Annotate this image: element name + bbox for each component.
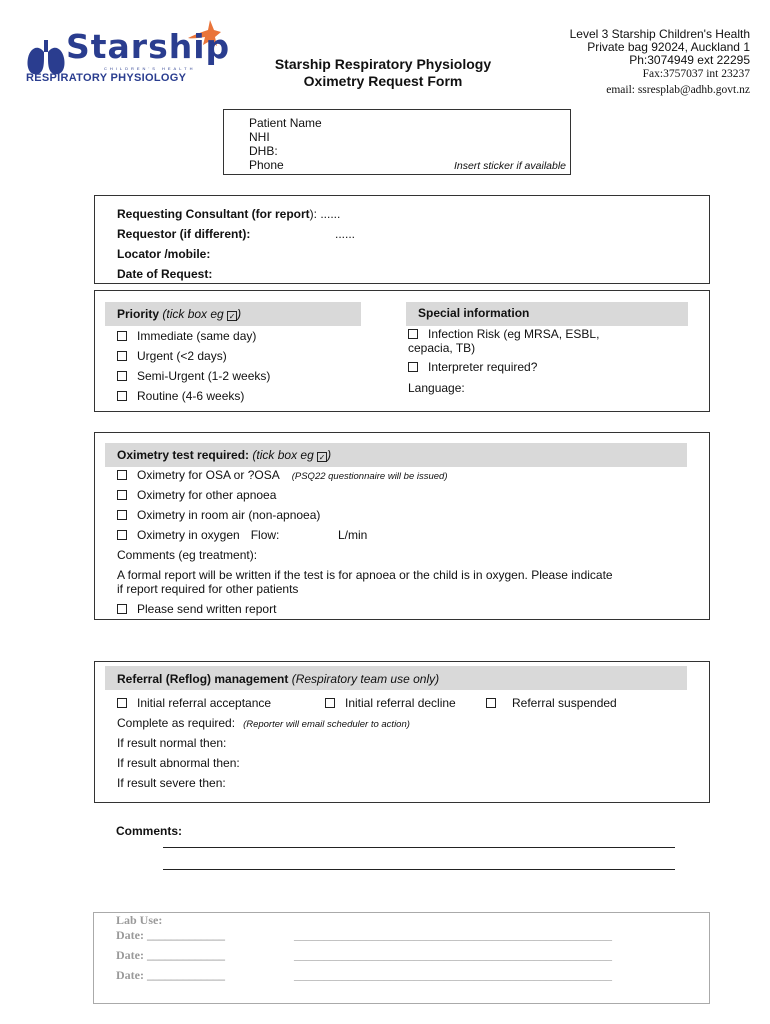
flow-unit: L/min (338, 528, 368, 542)
checkbox[interactable] (117, 698, 127, 708)
referral-title: Referral (Reflog) management (117, 672, 289, 686)
priority-hint: (tick box eg (162, 307, 224, 321)
report-note-line1: A formal report will be written if the test is for apnoea or the child is in oxygen. Please indicate (117, 568, 613, 582)
logo-name: Starship (66, 27, 231, 66)
checked-box-icon: ✓ (318, 453, 326, 462)
referral-decline-option[interactable] (325, 696, 456, 710)
special-info-header: Special information (406, 302, 688, 326)
oximetry-option-label: Oximetry in oxygen (137, 528, 240, 542)
requesting-consultant-dots: ): ...... (309, 207, 341, 221)
referral-option-label: Referral suspended (512, 696, 617, 710)
address-line3: Ph:3074949 ext 22295 (629, 53, 750, 67)
form-title-line2: Oximetry Request Form (303, 73, 463, 89)
sticker-hint: Insert sticker if available (453, 160, 566, 172)
locator-label[interactable]: Locator /mobile: (117, 247, 211, 261)
priority-option-routine[interactable] (117, 389, 244, 403)
infection-risk-label-2: cepacia, TB) (408, 341, 476, 355)
oximetry-title: Oximetry test required: (117, 448, 250, 462)
send-report-option[interactable] (117, 602, 276, 616)
oximetry-hint: (tick box eg (252, 448, 314, 462)
priority-option-urgent[interactable] (117, 349, 227, 363)
requestor-dots: ...... (335, 227, 356, 241)
checkbox[interactable] (325, 698, 335, 708)
requesting-consultant-label: Requesting Consultant (for report (117, 207, 310, 221)
report-note-line2: if report required for other patients (117, 582, 299, 596)
comments-line-2[interactable] (163, 869, 675, 870)
referral-section (94, 661, 710, 803)
interpreter-label: Interpreter required? (428, 360, 538, 374)
checkbox[interactable] (117, 604, 127, 614)
requesting-consultant-field[interactable] (117, 207, 340, 221)
patient-phone-label: Phone (249, 158, 284, 172)
complete-note: (Reporter will email scheduler to action) (243, 719, 410, 730)
patient-nhi-label: NHI (249, 130, 270, 144)
address-line1: Level 3 Starship Children's Health (569, 27, 750, 41)
address-line4: Fax:3757037 int 23237 (642, 68, 750, 80)
oximetry-option-label: Oximetry for other apnoea (137, 488, 277, 502)
requestor-label[interactable]: Requestor (if different): (117, 227, 251, 241)
priority-option-label: Immediate (same day) (137, 329, 257, 343)
oximetry-section (94, 432, 710, 620)
psq22-note: (PSQ22 questionnaire will be issued) (291, 471, 448, 482)
oximetry-comments-label[interactable]: Comments (eg treatment): (117, 548, 258, 562)
checkbox[interactable] (408, 362, 418, 372)
checked-box-icon: ✓ (228, 312, 236, 321)
checkbox[interactable] (117, 371, 127, 381)
logo-department: RESPIRATORY PHYSIOLOGY (26, 72, 187, 84)
complete-as-required (117, 716, 410, 730)
referral-suspended-option[interactable] (486, 696, 617, 710)
referral-header (105, 666, 687, 690)
oximetry-option-label: Oximetry for OSA or ?OSA (137, 468, 280, 482)
send-report-label: Please send written report (137, 602, 277, 616)
lab-date-2[interactable]: Date: _____________ (116, 948, 225, 962)
language-label[interactable]: Language: (408, 381, 465, 395)
infection-risk-label: Infection Risk (eg MRSA, ESBL, (428, 327, 600, 341)
checkbox[interactable] (117, 490, 127, 500)
priority-title: Priority (117, 307, 160, 321)
checkbox[interactable] (117, 331, 127, 341)
comments-line-1[interactable] (163, 847, 675, 848)
lab-line-1[interactable]: _____________________________________________________ (294, 928, 612, 942)
oximetry-option-room-air[interactable] (117, 508, 320, 522)
flow-label: Flow: (250, 528, 280, 542)
checkbox[interactable] (408, 329, 418, 339)
patient-dhb-label: DHB: (249, 144, 278, 158)
priority-option-semi-urgent[interactable] (117, 369, 270, 383)
lab-line-2[interactable]: _____________________________________________________ (294, 948, 612, 962)
result-abnormal-label[interactable]: If result abnormal then: (117, 756, 240, 770)
result-normal-label[interactable]: If result normal then: (117, 736, 227, 750)
referral-option-label: Initial referral acceptance (137, 696, 272, 710)
requesting-section (94, 195, 710, 284)
referral-acceptance-option[interactable] (117, 696, 271, 710)
priority-option-label: Routine (4-6 weeks) (137, 389, 245, 403)
logo-tagline: CHILDREN'S HEALTH (104, 66, 196, 71)
oximetry-option-label: Oximetry in room air (non-apnoea) (137, 508, 321, 522)
form-title-line1: Starship Respiratory Physiology (274, 56, 492, 72)
lab-use-section (93, 912, 710, 1004)
lab-date-1[interactable]: Date: _____________ (116, 928, 225, 942)
patient-sticker-box[interactable] (223, 109, 571, 175)
checkbox[interactable] (117, 530, 127, 540)
comments-label: Comments: (116, 824, 183, 838)
oximetry-header (105, 443, 687, 467)
checkbox[interactable] (117, 391, 127, 401)
checkbox[interactable] (117, 510, 127, 520)
checkbox[interactable] (486, 698, 496, 708)
oximetry-option-apnoea[interactable] (117, 488, 276, 502)
oximetry-option-oxygen[interactable] (117, 528, 279, 542)
complete-label: Complete as required: (117, 716, 236, 730)
oximetry-option-osa[interactable] (117, 468, 448, 482)
priority-option-label: Urgent (<2 days) (137, 349, 227, 363)
priority-option-immediate[interactable] (117, 329, 256, 343)
checkbox[interactable] (117, 351, 127, 361)
interpreter-option[interactable] (408, 360, 537, 374)
checkbox[interactable] (117, 470, 127, 480)
patient-name-label: Patient Name (249, 116, 322, 130)
date-of-request-label[interactable]: Date of Request: (117, 267, 213, 281)
lab-line-3[interactable]: _____________________________________________________ (294, 968, 612, 982)
address-line5: email: ssresplab@adhb.govt.nz (606, 84, 750, 96)
address-line2: Private bag 92024, Auckland 1 (587, 40, 750, 54)
infection-risk-option[interactable] (408, 327, 599, 341)
referral-option-label: Initial referral decline (345, 696, 456, 710)
lab-date-3[interactable]: Date: _____________ (116, 968, 225, 982)
referral-subtitle: (Respiratory team use only) (291, 672, 440, 686)
lab-use-title: Lab Use: (116, 913, 163, 927)
priority-option-label: Semi-Urgent (1-2 weeks) (137, 369, 271, 383)
result-severe-label[interactable]: If result severe then: (117, 776, 226, 790)
oximetry-hint-end: ) (327, 448, 332, 462)
priority-header (105, 302, 361, 326)
priority-special-section (94, 290, 710, 412)
priority-hint-end: ) (237, 307, 242, 321)
